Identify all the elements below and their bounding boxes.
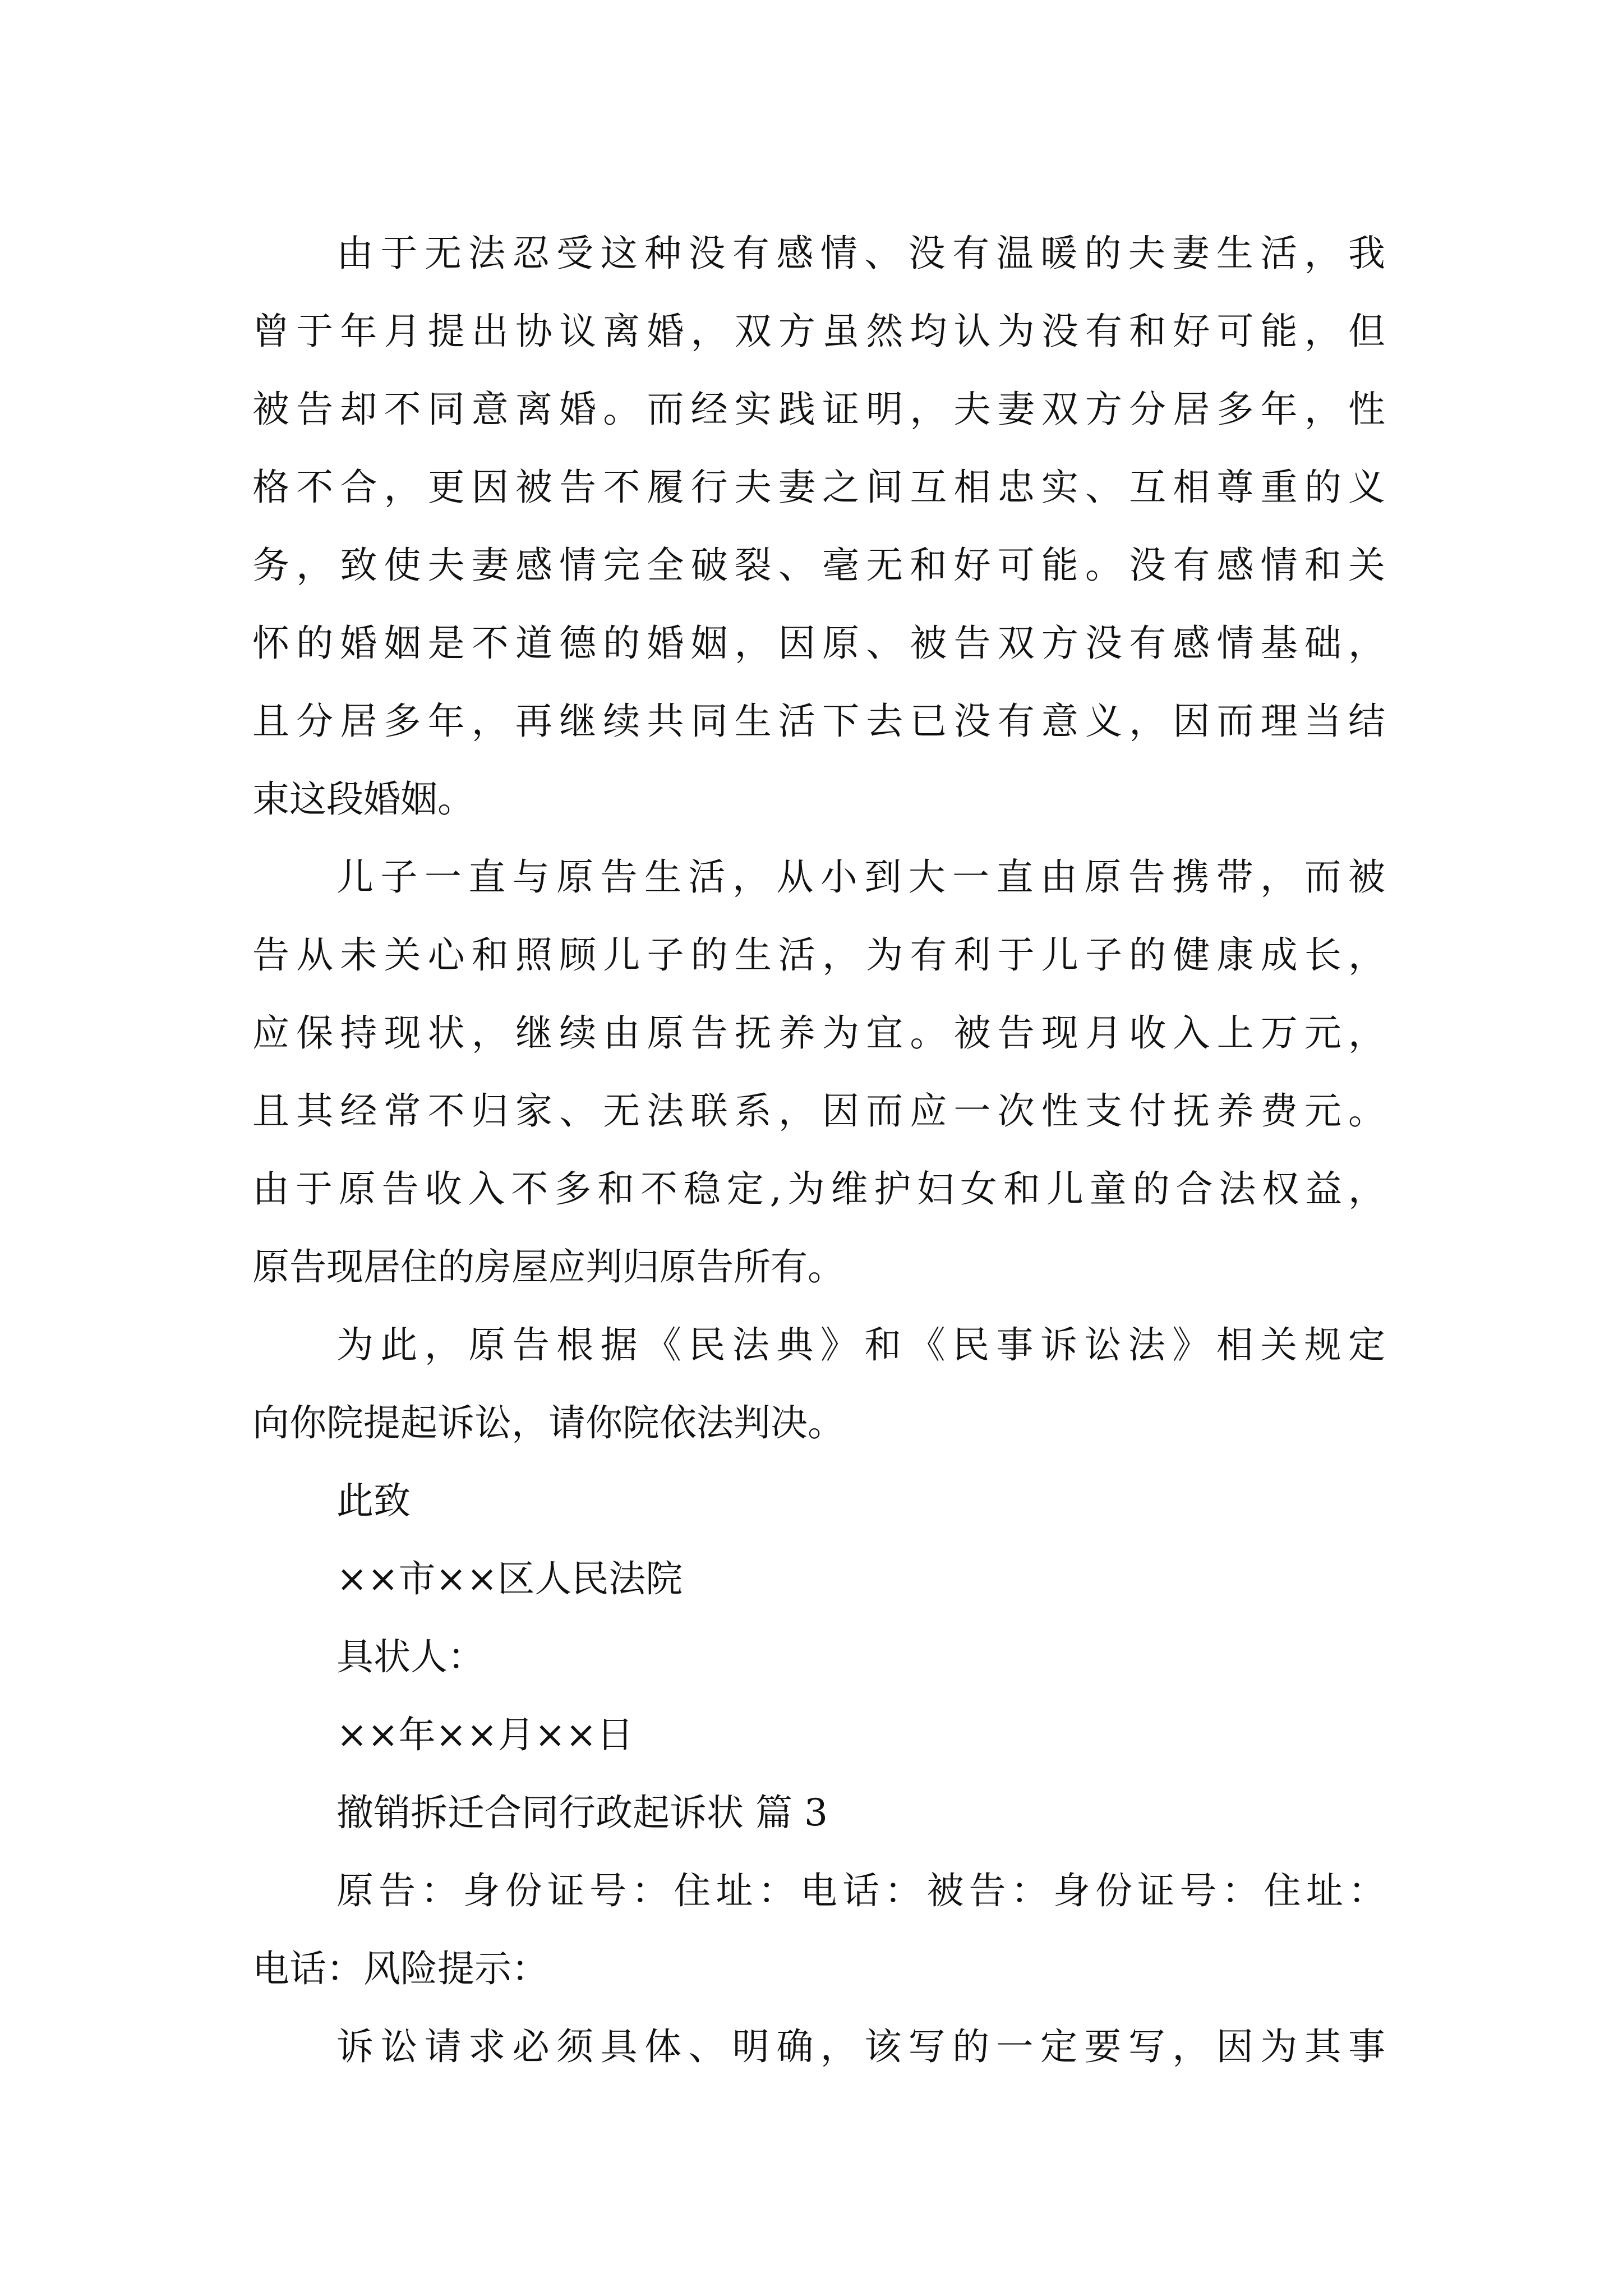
text-line-8: 束这段婚姻。 (252, 777, 474, 821)
text-line-23: 电话：风险提示： (252, 1947, 548, 1990)
text-line-16: 向你院提起诉讼，请你院依法判决。 (252, 1401, 845, 1444)
text-line-19: 具状人： (336, 1635, 485, 1678)
document-body (252, 214, 1385, 2086)
text-line-13: 由于原告收入不多和不稳定,为维护妇女和儿童的合法权益， (252, 1167, 1385, 1211)
text-line-5: 务，致使夫妻感情完全破裂、毫无和好可能。没有感情和关 (252, 544, 1385, 587)
text-line-3: 被告却不同意离婚。而经实践证明，夫妻双方分居多年，性 (252, 388, 1385, 431)
text-line-15: 为此，原告根据《民法典》和《民事诉讼法》相关规定 (336, 1323, 1385, 1366)
text-line-11: 应保持现状，继续由原告抚养为宜。被告现月收入上万元， (252, 1011, 1385, 1055)
text-line-10: 告从未关心和照顾儿子的生活，为有利于儿子的健康成长， (252, 933, 1385, 977)
text-line-2: 曾于年月提出协议离婚，双方虽然均认为没有和好可能，但 (252, 310, 1385, 353)
text-line-9: 儿子一直与原告生活，从小到大一直由原告携带，而被 (336, 855, 1385, 899)
text-line-24: 诉讼请求必须具体、明确，该写的一定要写，因为其事 (336, 2025, 1385, 2068)
text-line-7: 且分居多年，再继续共同生活下去已没有意义，因而理当结 (252, 700, 1385, 743)
text-line-4: 格不合，更因被告不履行夫妻之间互相忠实、互相尊重的义 (252, 466, 1385, 509)
text-line-21: 撤销拆迁合同行政起诉状 篇 3 (336, 1791, 828, 1834)
text-line-12: 且其经常不归家、无法联系，因而应一次性支付抚养费元。 (252, 1089, 1385, 1133)
text-line-14: 原告现居住的房屋应判归原告所有。 (252, 1245, 845, 1289)
text-line-20: ××年××月××日 (336, 1713, 634, 1756)
text-line-17: 此致 (336, 1479, 411, 1522)
text-line-1: 由于无法忍受这种没有感情、没有温暖的夫妻生活，我 (336, 232, 1385, 275)
text-line-18: ××市××区人民法院 (336, 1557, 683, 1600)
text-line-22: 原告：身份证号：住址：电话：被告：身份证号：住址： (336, 1869, 1385, 1912)
text-line-6: 怀的婚姻是不道德的婚姻，因原、被告双方没有感情基础， (252, 622, 1385, 665)
